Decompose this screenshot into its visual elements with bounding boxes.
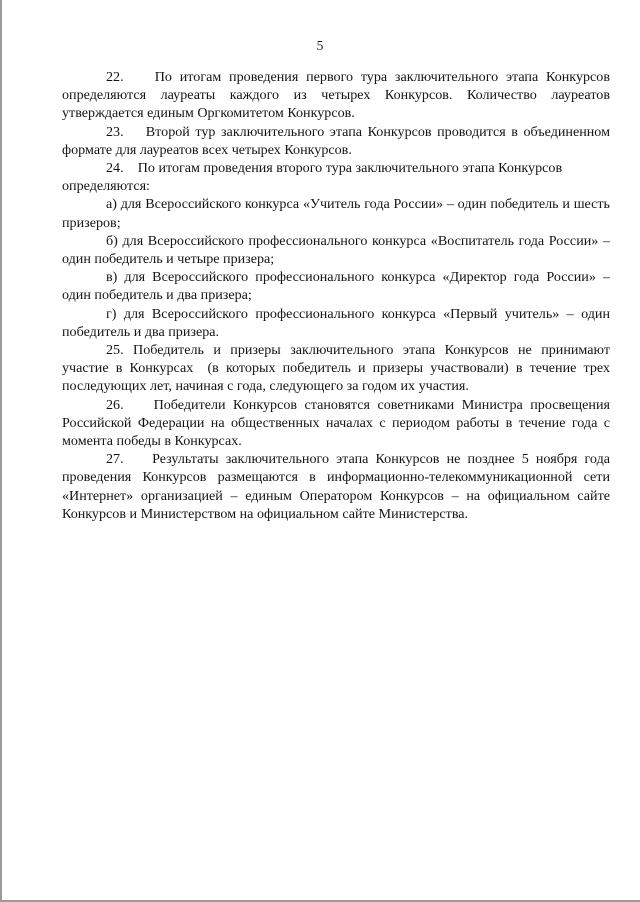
paragraph-25: 25. Победитель и призеры заключительного этапа Конкурсов не принимают участие в Конкурсах (в которых победитель и призеры участвовали) в течение трех последующих лет, начиная с года, следующего за годом их участия. [62,342,610,395]
paragraph-23: 23. Второй тур заключительного этапа Конкурсов проводится в объединенном формате для лауреатов всех четырех Конкурсов. [62,123,610,158]
paragraph-27: 27. Результаты заключительного этапа Конкурсов не позднее 5 ноября года проведения Конкурсов размещаются в информационно-телекоммуникационной сети «Интернет» организацией – единым Оператором Конкурсов – на официальном сайте Конкурсов и Министерством на официальном сайте Министерства. [62,451,610,522]
paragraph-26: 26. Победители Конкурсов становятся советниками Министра просвещения Российской Федерации на общественных началах с периодом работы в течение года с момента победы в Конкурсах. [62,396,610,450]
paragraph-24-a: а) для Всероссийского конкурса «Учитель года России» – один победитель и шесть призеров; [62,196,610,231]
paragraph-24-b: б) для Всероссийского профессионального конкурса «Воспитатель года России» – один победитель и четыре призера; [62,232,610,268]
document-body [62,68,610,523]
scan-edge-left [0,0,2,902]
paragraph-22: 22. По итогам проведения первого тура заключительного этапа Конкурсов определяются лауреаты каждого из четырех Конкурсов. Количество лауреатов утверждается единым Оргкомитетом Конкурсов. [62,69,610,122]
paragraph-24-v: в) для Всероссийского профессионального конкурса «Директор года России» – один победитель и два призера; [62,269,610,304]
page-number: 5 [316,38,324,53]
paragraph-24: 24. По итогам проведения второго тура заключительного этапа Конкурсов определяются: [62,160,563,195]
paragraph-24-g: г) для Всероссийского профессионального конкурса «Первый учитель» – один победитель и два призера. [62,305,610,340]
